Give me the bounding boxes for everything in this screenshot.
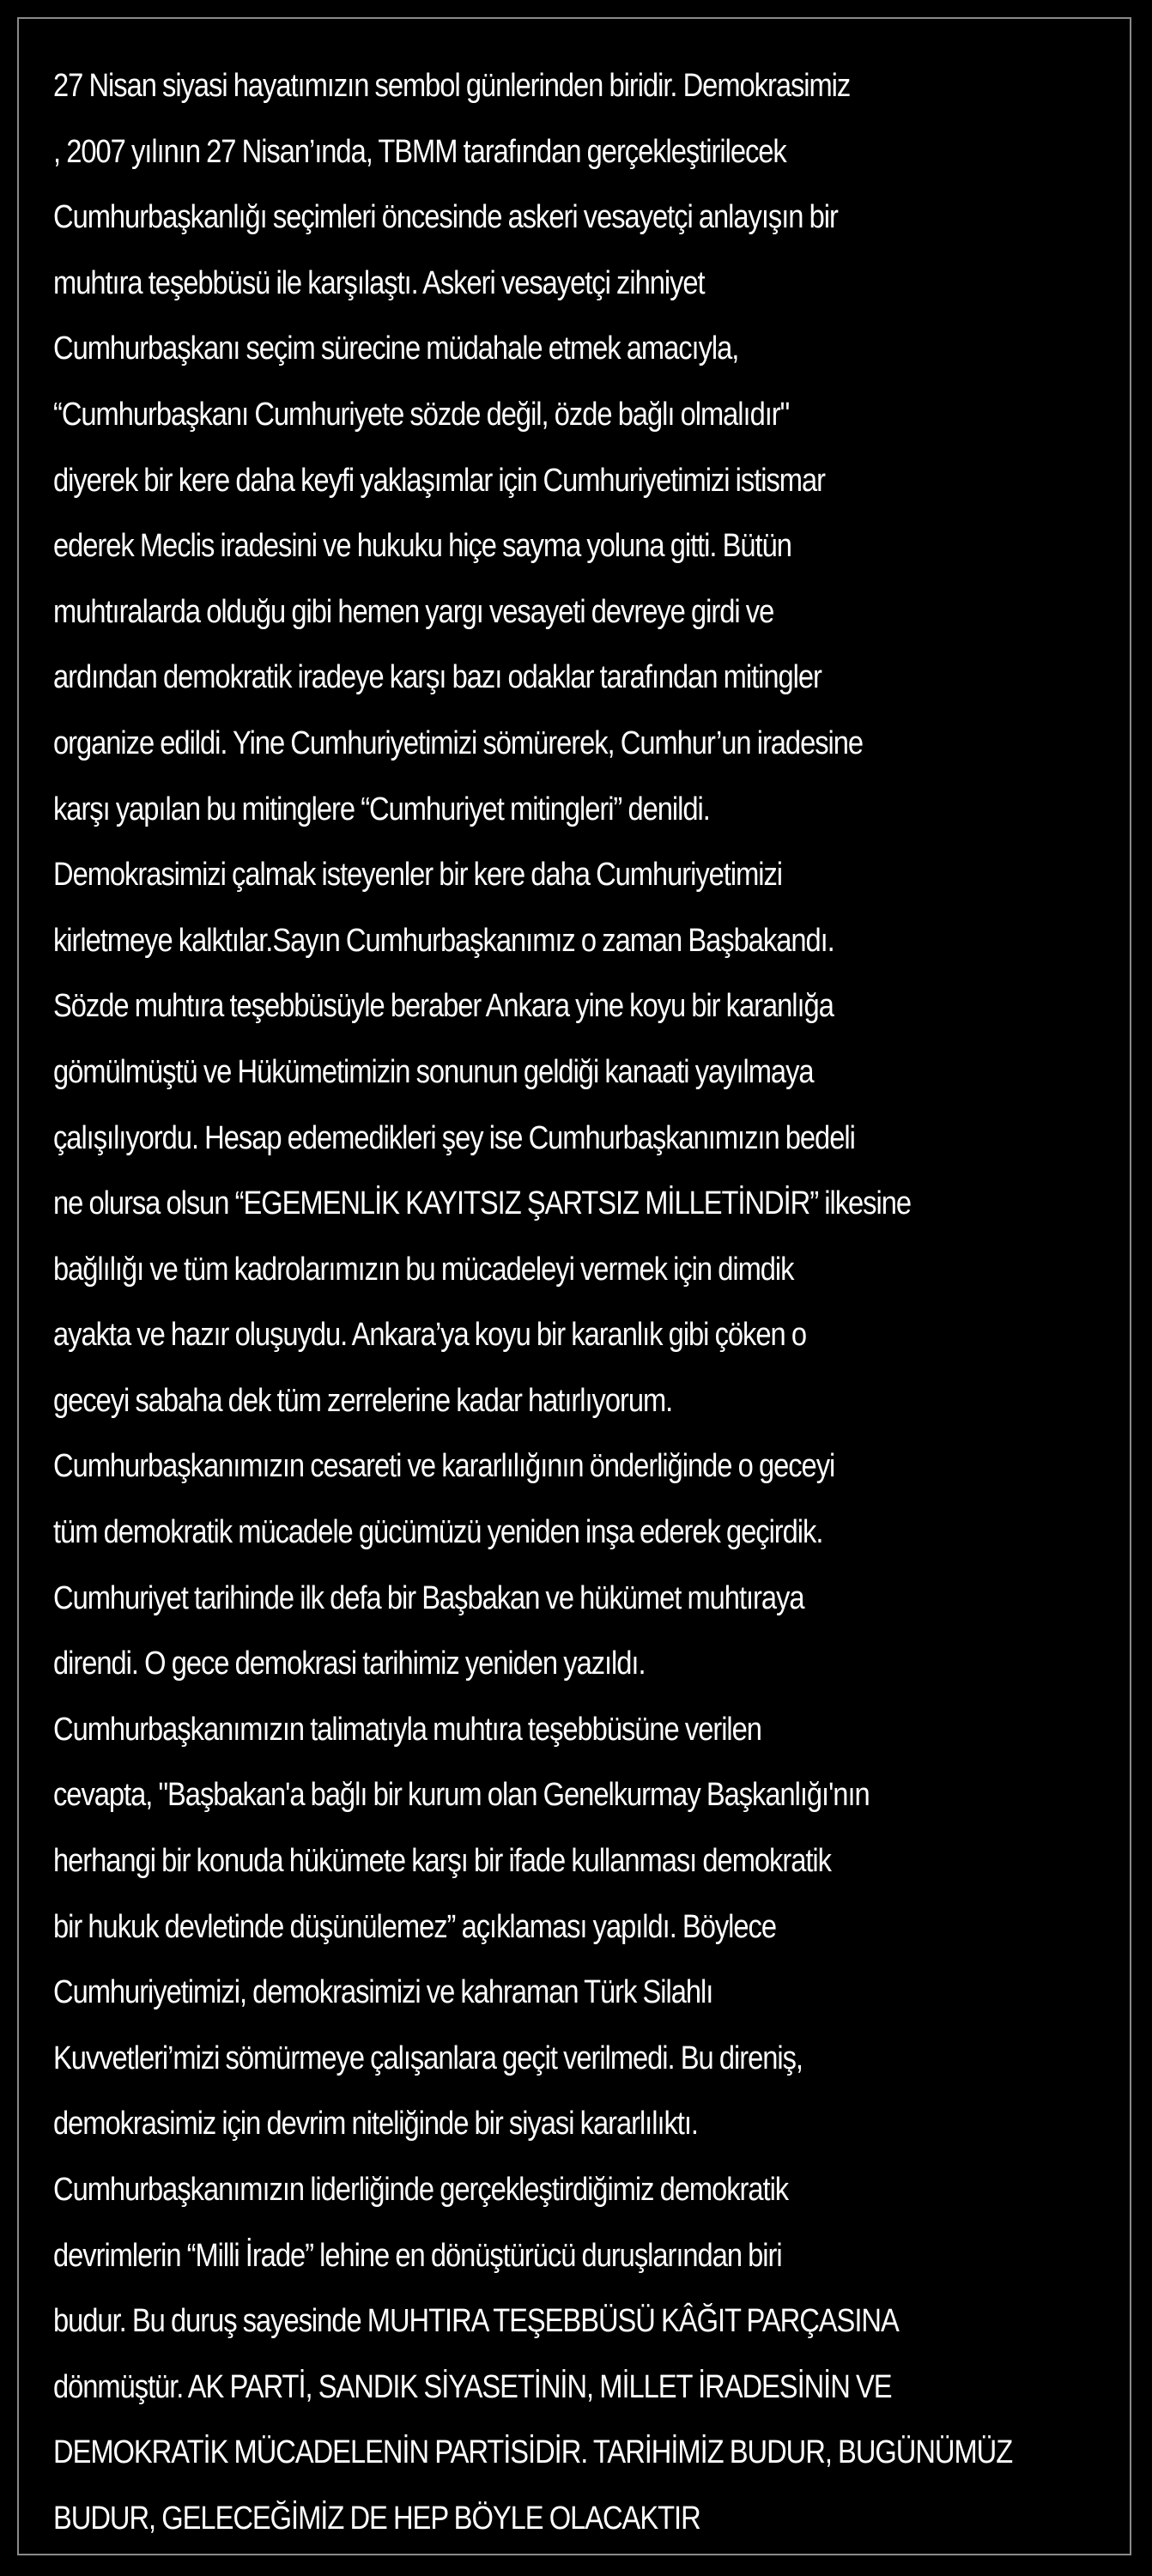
text-line: ardından demokratik iradeye karşı bazı odaklar tarafından mitingler [53,659,822,696]
statement-text [53,53,1013,2552]
text-line: Cumhuriyetimizi, demokrasimizi ve kahraman Türk Silahlı [53,1974,713,2011]
text-line: Cumhurbaşkanı seçim sürecine müdahale etmek amacıyla, [53,330,739,367]
text-line: dönmüştür. AK PARTİ, SANDIK SİYASETİNİN, MİLLET İRADESİNİN VE [53,2368,892,2405]
text-line: karşı yapılan bu mitinglere “Cumhuriyet mitingleri” denildi. [53,791,710,827]
text-line: , 2007 yılının 27 Nisan’ında, TBMM tarafından gerçekleştirilecek [53,133,786,170]
text-line: Sözde muhtıra teşebbüsüyle beraber Ankara yine koyu bir karanlığa [53,988,834,1025]
text-line: tüm demokratik mücadele gücümüzü yeniden inşa ederek geçirdik. [53,1514,823,1551]
text-line: muhtıra teşebbüsü ile karşılaştı. Askeri vesayetçi zihniyet [53,264,705,301]
text-line: Kuvvetleri’mizi sömürmeye çalışanlara geçit verilmedi. Bu direniş, [53,2040,803,2076]
text-line: direndi. O gece demokrasi tarihimiz yeniden yazıldı. [53,1646,646,1682]
text-line: kirletmeye kalktılar.Sayın Cumhurbaşkanımız o zaman Başbakandı. [53,922,834,959]
text-line: demokrasimiz için devrim niteliğinde bir siyasi kararlılıktı. [53,2106,698,2143]
text-line: çalışılıyordu. Hesap edemedikleri şey ise Cumhurbaşkanımızın bedeli [53,1119,855,1156]
text-line: ederek Meclis iradesini ve hukuku hiçe sayma yoluna gitti. Bütün [53,528,791,565]
text-line: Cumhurbaşkanlığı seçimleri öncesinde askeri vesayetçi anlayışın bir [53,199,838,236]
text-line: gömülmüştü ve Hükümetimizin sonunun geldiği kanaati yayılmaya [53,1053,814,1090]
text-line: diyerek bir kere daha keyfi yaklaşımlar için Cumhuriyetimizi istismar [53,462,825,499]
text-line: 27 Nisan siyasi hayatımızın sembol günlerinden biridir. Demokrasimiz [53,68,851,104]
text-line: budur. Bu duruş sayesinde MUHTIRA TEŞEBBÜSÜ KÂĞIT PARÇASINA [53,2303,899,2340]
text-line: “Cumhurbaşkanı Cumhuriyete sözde değil, özde bağlı olmalıdır" [53,396,790,433]
text-line: DEMOKRATİK MÜCADELENİN PARTİSİDİR. TARİHİMİZ BUDUR, BUGÜNÜMÜZ [53,2434,1013,2471]
text-line: geceyi sabaha dek tüm zerrelerine kadar hatırlıyorum. [53,1382,673,1419]
text-line: Cumhurbaşkanımızın cesareti ve kararlılığının önderliğinde o geceyi [53,1448,835,1485]
text-line: Cumhurbaşkanımızın liderliğinde gerçekleştirdiğimiz demokratik [53,2172,789,2208]
text-line: Cumhurbaşkanımızın talimatıyla muhtıra teşebbüsüne verilen [53,1711,761,1748]
text-line: bir hukuk devletinde düşünülemez” açıklaması yapıldı. Böylece [53,1908,776,1945]
text-line: Demokrasimizi çalmak isteyenler bir kere daha Cumhuriyetimizi [53,857,783,894]
text-line: ne olursa olsun “EGEMENLİK KAYITSIZ ŞARTSIZ MİLLETİNDİR” ilkesine [53,1185,912,1222]
text-line: organize edildi. Yine Cumhuriyetimizi sömürerek, Cumhur’un iradesine [53,724,864,761]
text-line: cevapta, "Başbakan'a bağlı bir kurum olan Genelkurmay Başkanlığı'nın [53,1777,870,1814]
text-line: BUDUR, GELECEĞİMİZ DE HEP BÖYLE OLACAKTIR [53,2500,700,2537]
text-line: herhangi bir konuda hükümete karşı bir ifade kullanması demokratik [53,1843,831,1880]
text-line: ayakta ve hazır oluşuydu. Ankara’ya koyu bir karanlık gibi çöken o [53,1317,806,1354]
text-line: Cumhuriyet tarihinde ilk defa bir Başbakan ve hükümet muhtıraya [53,1579,804,1616]
text-line: muhtıralarda olduğu gibi hemen yargı vesayeti devreye girdi ve [53,593,774,630]
text-line: bağlılığı ve tüm kadrolarımızın bu mücadeleyi vermek için dimdik [53,1251,794,1288]
text-line: devrimlerin “Milli İrade” lehine en dönüştürücü duruşlarından biri [53,2237,782,2274]
